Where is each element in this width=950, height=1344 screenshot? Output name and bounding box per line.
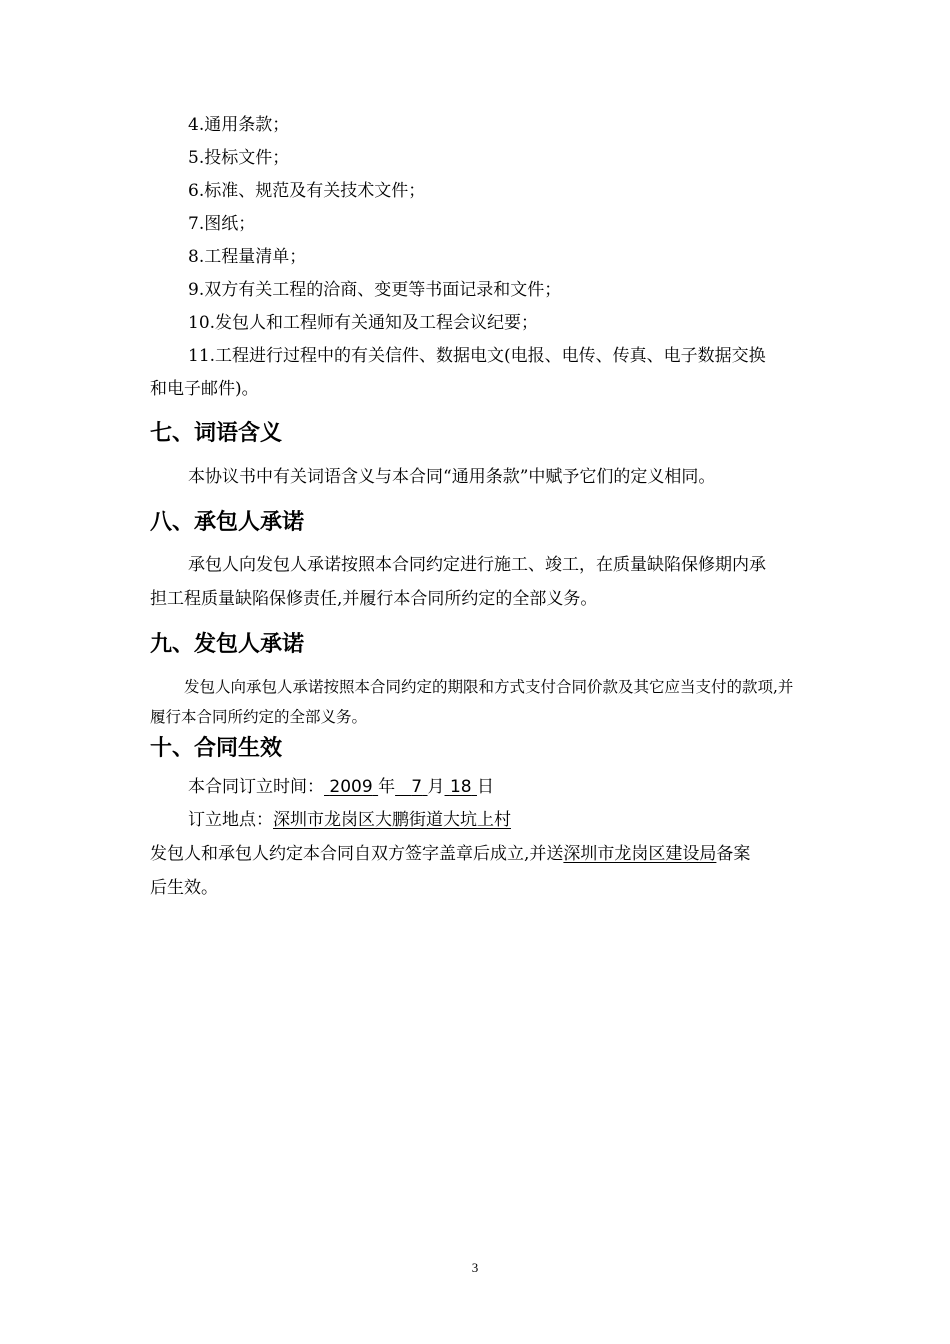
signing-month: 7 [411,777,423,797]
page-number: 3 [471,1260,479,1275]
signing-place: 深圳市龙岗区大鹏街道大坑上村 [273,810,511,830]
paragraph: 本协议书中有关词语含义与本合同“通用条款”中赋予它们的定义相同。 [188,467,716,487]
list-item: 9.双方有关工程的洽商、变更等书面记录和文件； [188,280,562,300]
list-item: 7.图纸； [188,214,256,234]
effect-clause [150,842,750,866]
list-item: 5.投标文件； [188,148,290,168]
list-item: 8.工程量清单； [188,247,307,267]
list-item-continuation: 和电子邮件)。 [150,379,259,399]
filing-authority: 深圳市龙岗区建设局 [563,844,717,864]
signing-place-line [188,808,511,832]
day-unit: 日 [476,777,494,797]
effect-clause-text: 发包人和承包人约定本合同自双方签字盖章后成立,并送 [150,844,564,864]
signing-day: 18 [449,777,472,797]
section-heading: 八、承包人承诺 [150,510,305,535]
section-heading: 七、词语含义 [150,421,283,446]
list-item: 11.工程进行过程中的有关信件、数据电文(电报、电传、传真、电子数据交换 [188,346,766,366]
list-item: 4.通用条款； [188,115,290,135]
list-item: 6.标准、规范及有关技术文件； [188,181,426,201]
paragraph: 承包人向发包人承诺按照本合同约定进行施工、竣工，在质量缺陷保修期内承 [188,555,766,575]
section-heading: 九、发包人承诺 [150,632,305,657]
month-unit: 月 [427,777,445,797]
list-item: 10.发包人和工程师有关通知及工程会议纪要； [188,313,539,333]
paragraph-continuation: 履行本合同所约定的全部义务。 [150,708,368,726]
signing-date-label: 本合同订立时间： [188,777,324,797]
effect-clause-suffix: 备案 [716,844,751,864]
section-heading: 十、合同生效 [150,736,283,761]
effect-clause-continuation: 后生效。 [150,878,218,898]
signing-date-line [188,775,494,799]
year-unit: 年 [378,777,396,797]
signing-place-label: 订立地点： [188,810,273,830]
signing-year: 2009 [329,777,373,797]
paragraph-continuation: 担工程质量缺陷保修责任,并履行本合同所约定的全部义务。 [150,589,598,609]
paragraph: 发包人向承包人承诺按照本合同约定的期限和方式支付合同价款及其它应当支付的款项,并 [184,678,794,696]
